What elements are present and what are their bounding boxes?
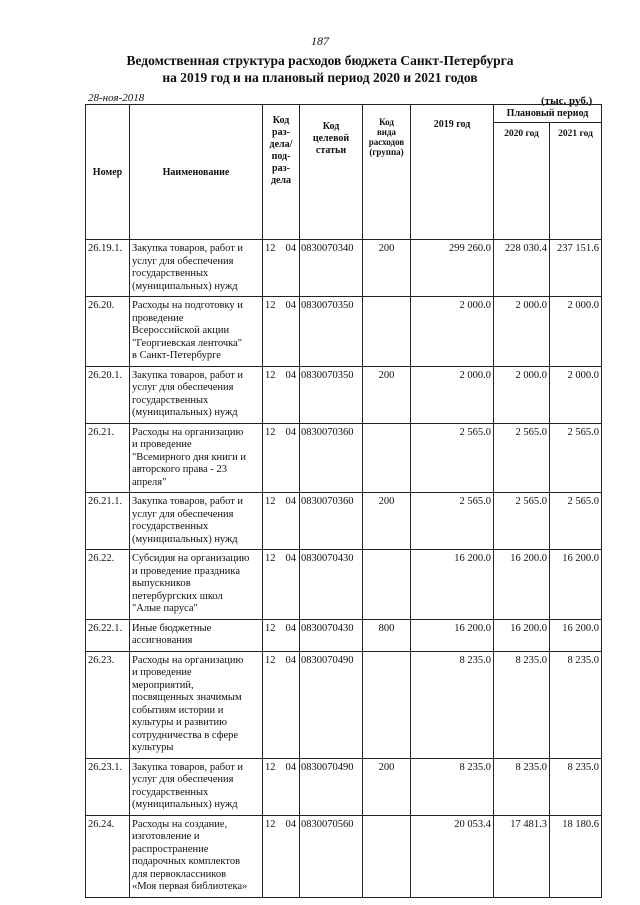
row-target-code: 0830070360 (300, 493, 363, 550)
row-vid-code (363, 423, 411, 493)
row-target-code: 0830070490 (300, 758, 363, 815)
row-name-line: в Санкт-Петербурге (132, 350, 221, 361)
header-line: под- (271, 151, 291, 162)
document-date: 28-ноя-2018 (88, 92, 145, 104)
row-razdel (263, 651, 300, 758)
row-amount-2020: 2 565.0 (494, 493, 550, 550)
row-razdel-code: 12 (265, 426, 276, 438)
row-razdel-code: 12 (265, 496, 276, 507)
row-subrazdel-code: 04 (285, 426, 296, 438)
row-target-code: 0830070560 (300, 815, 363, 897)
row-number: 26.24. (86, 815, 130, 897)
row-name-line: Расходы на подготовку и (132, 300, 243, 311)
header-line: вида (376, 127, 397, 137)
row-vid-code (363, 815, 411, 897)
row-name (130, 240, 263, 297)
row-amount-2020: 2 000.0 (494, 297, 550, 367)
header-line: дела/ (269, 139, 293, 150)
table-row (86, 240, 602, 297)
header-line: (группа) (369, 147, 404, 157)
row-number: 26.19.1. (86, 240, 130, 297)
row-razdel-code: 12 (265, 553, 276, 564)
row-name-line: государственных (132, 786, 209, 798)
row-name-line: услуг для обеспечения (132, 508, 234, 520)
row-name-line: Расходы на создание, (132, 818, 228, 830)
header-line: раз- (272, 127, 290, 138)
row-subrazdel-code: 04 (285, 761, 296, 773)
table-row (86, 758, 602, 815)
row-name-line: услуг для обеспечения (132, 382, 234, 393)
row-name-line: мероприятий, (132, 679, 194, 691)
row-name-line: Иные бюджетные (132, 622, 212, 634)
header-line: Код (272, 115, 290, 126)
row-name-line: подарочных комплектов (132, 856, 241, 867)
row-name-line: культуры и развитию (132, 717, 227, 728)
table-row (86, 297, 602, 367)
row-razdel (263, 493, 300, 550)
row-subrazdel-code: 04 (285, 818, 296, 830)
page-number: 187 (311, 34, 329, 48)
row-target-code: 0830070340 (300, 240, 363, 297)
row-name-line: "Алые паруса" (132, 603, 198, 614)
row-name-line: распространение (132, 843, 209, 855)
row-target-code: 0830070430 (300, 550, 363, 620)
row-name-line: Закупка товаров, работ и (132, 243, 244, 254)
table-row (86, 815, 602, 897)
row-name-line: Расходы на организацию (132, 426, 244, 438)
row-amount-2019: 20 053.4 (411, 815, 494, 897)
row-name-line: Закупка товаров, работ и (132, 496, 244, 507)
units-label: (тыс. руб.) (541, 95, 593, 107)
row-subrazdel-code: 04 (285, 369, 296, 381)
row-razdel (263, 619, 300, 651)
row-razdel-code: 12 (265, 243, 276, 254)
row-amount-2021: 16 200.0 (550, 550, 602, 620)
row-amount-2020: 2 000.0 (494, 366, 550, 423)
header-line: раз- (272, 163, 290, 174)
header-vid (363, 105, 411, 240)
header-year-2021: 2021 год (550, 123, 602, 240)
title-line-1: Ведомственная структура расходов бюджета Санкт-Петербурга (126, 53, 514, 68)
row-name-line: (муниципальных) нужд (132, 799, 238, 810)
row-target-code: 0830070360 (300, 423, 363, 493)
row-subrazdel-code: 04 (285, 622, 296, 634)
row-vid-code: 200 (363, 240, 411, 297)
row-amount-2019: 16 200.0 (411, 550, 494, 620)
row-name-line: Субсидия на организацию (132, 553, 250, 564)
row-vid-code: 800 (363, 619, 411, 651)
row-name-line: выпускников (132, 578, 191, 589)
row-name-line: Закупка товаров, работ и (132, 761, 244, 773)
row-number: 26.22.1. (86, 619, 130, 651)
row-razdel (263, 758, 300, 815)
header-name: Наименование (130, 105, 263, 240)
header-target (300, 105, 363, 240)
header-razdel (263, 105, 300, 240)
table-row (86, 651, 602, 758)
row-name-line: и проведение праздника (132, 565, 240, 577)
row-razdel-code: 12 (265, 654, 276, 666)
row-target-code: 0830070430 (300, 619, 363, 651)
row-name-line: проведение (132, 312, 184, 324)
row-number: 26.20.1. (86, 366, 130, 423)
row-amount-2021: 2 000.0 (550, 297, 602, 367)
row-amount-2021: 18 180.6 (550, 815, 602, 897)
row-name (130, 758, 263, 815)
row-razdel-code: 12 (265, 300, 276, 311)
row-name-line: событиям истории и (132, 704, 224, 716)
row-amount-2021: 237 151.6 (550, 240, 602, 297)
row-name (130, 297, 263, 367)
row-number: 26.22. (86, 550, 130, 620)
row-razdel (263, 240, 300, 297)
row-subrazdel-code: 04 (285, 654, 296, 666)
row-name (130, 651, 263, 758)
header-plan-period: Плановый период (494, 105, 602, 123)
header-year-2019: 2019 год (411, 105, 494, 240)
row-razdel (263, 423, 300, 493)
row-amount-2019: 2 000.0 (411, 366, 494, 423)
row-subrazdel-code: 04 (285, 553, 296, 564)
row-vid-code: 200 (363, 366, 411, 423)
row-amount-2021: 2 565.0 (550, 493, 602, 550)
row-name-line: для первоклассников (132, 868, 227, 880)
row-amount-2019: 2 000.0 (411, 297, 494, 367)
row-name-line: «Моя первая библиотека» (132, 881, 248, 892)
header-line: дела (270, 175, 292, 186)
row-amount-2021: 8 235.0 (550, 651, 602, 758)
row-amount-2020: 8 235.0 (494, 651, 550, 758)
row-name-line: услуг для обеспечения (132, 774, 234, 785)
row-amount-2019: 16 200.0 (411, 619, 494, 651)
row-razdel (263, 297, 300, 367)
row-subrazdel-code: 04 (285, 300, 296, 311)
row-razdel-code: 12 (265, 622, 276, 634)
row-amount-2020: 8 235.0 (494, 758, 550, 815)
header-line: расходов (368, 137, 405, 147)
row-name-line: петербургских школ (132, 590, 223, 602)
row-target-code: 0830070490 (300, 651, 363, 758)
row-name-line: авторского права - 23 (132, 464, 227, 475)
row-amount-2021: 2 565.0 (550, 423, 602, 493)
table-row (86, 366, 602, 423)
row-target-code: 0830070350 (300, 297, 363, 367)
row-amount-2019: 8 235.0 (411, 758, 494, 815)
document-title (0, 52, 640, 86)
row-name-line: и проведение (132, 439, 192, 450)
row-number: 26.23.1. (86, 758, 130, 815)
row-razdel-code: 12 (265, 369, 276, 381)
row-amount-2019: 2 565.0 (411, 493, 494, 550)
row-subrazdel-code: 04 (285, 496, 296, 507)
row-name-line: (муниципальных) нужд (132, 280, 238, 292)
table-row (86, 619, 602, 651)
row-razdel-code: 12 (265, 818, 276, 830)
row-name (130, 815, 263, 897)
header-number: Номер (86, 105, 130, 240)
row-name-line: изготовление и (132, 831, 200, 842)
row-vid-code: 200 (363, 493, 411, 550)
row-razdel-code: 12 (265, 761, 276, 773)
row-name-line: "Георгиевская ленточка" (132, 337, 243, 349)
title-line-2: на 2019 год и на плановый период 2020 и 2021 годов (162, 70, 478, 85)
row-name-line: сотрудничества в сфере (132, 729, 239, 741)
row-vid-code (363, 550, 411, 620)
row-number: 26.20. (86, 297, 130, 367)
row-amount-2019: 2 565.0 (411, 423, 494, 493)
row-name (130, 423, 263, 493)
row-amount-2021: 16 200.0 (550, 619, 602, 651)
header-line: Код (322, 121, 340, 132)
row-name-line: Всероссийской акции (132, 325, 230, 336)
row-name-line: апреля" (132, 476, 167, 488)
row-razdel (263, 366, 300, 423)
table-row (86, 423, 602, 493)
row-number: 26.21.1. (86, 493, 130, 550)
table-header (86, 105, 602, 240)
row-name-line: (муниципальных) нужд (132, 533, 238, 545)
row-vid-code (363, 297, 411, 367)
row-name-line: государственных (132, 394, 209, 406)
row-name-line: Закупка товаров, работ и (132, 369, 244, 381)
row-name-line: ассигнования (132, 635, 193, 646)
row-target-code: 0830070350 (300, 366, 363, 423)
row-vid-code: 200 (363, 758, 411, 815)
row-name-line: Расходы на организацию (132, 654, 244, 666)
table-row (86, 493, 602, 550)
row-name (130, 366, 263, 423)
row-name-line: и проведение (132, 667, 192, 678)
row-razdel (263, 550, 300, 620)
row-amount-2020: 16 200.0 (494, 550, 550, 620)
row-amount-2019: 8 235.0 (411, 651, 494, 758)
row-amount-2020: 2 565.0 (494, 423, 550, 493)
row-amount-2020: 228 030.4 (494, 240, 550, 297)
row-name-line: государственных (132, 521, 209, 532)
row-subrazdel-code: 04 (285, 243, 296, 254)
row-amount-2020: 16 200.0 (494, 619, 550, 651)
row-vid-code (363, 651, 411, 758)
header-year-2020: 2020 год (494, 123, 550, 240)
row-name (130, 619, 263, 651)
header-line: Код (379, 117, 394, 127)
row-amount-2020: 17 481.3 (494, 815, 550, 897)
header-line: статьи (315, 145, 347, 156)
row-name-line: посвященных значимым (132, 692, 242, 703)
row-amount-2019: 299 260.0 (411, 240, 494, 297)
row-number: 26.23. (86, 651, 130, 758)
table-row (86, 550, 602, 620)
row-name-line: культуры (132, 742, 174, 753)
row-amount-2021: 2 000.0 (550, 366, 602, 423)
row-amount-2021: 8 235.0 (550, 758, 602, 815)
table-body (86, 240, 602, 898)
row-razdel (263, 815, 300, 897)
row-name-line: "Всемирного дня книги и (132, 451, 246, 463)
row-number: 26.21. (86, 423, 130, 493)
row-name-line: услуг для обеспечения (132, 255, 234, 267)
budget-table (85, 104, 602, 898)
row-name (130, 493, 263, 550)
row-name-line: государственных (132, 268, 209, 279)
row-name-line: (муниципальных) нужд (132, 407, 238, 418)
row-name (130, 550, 263, 620)
header-line: целевой (312, 133, 350, 144)
